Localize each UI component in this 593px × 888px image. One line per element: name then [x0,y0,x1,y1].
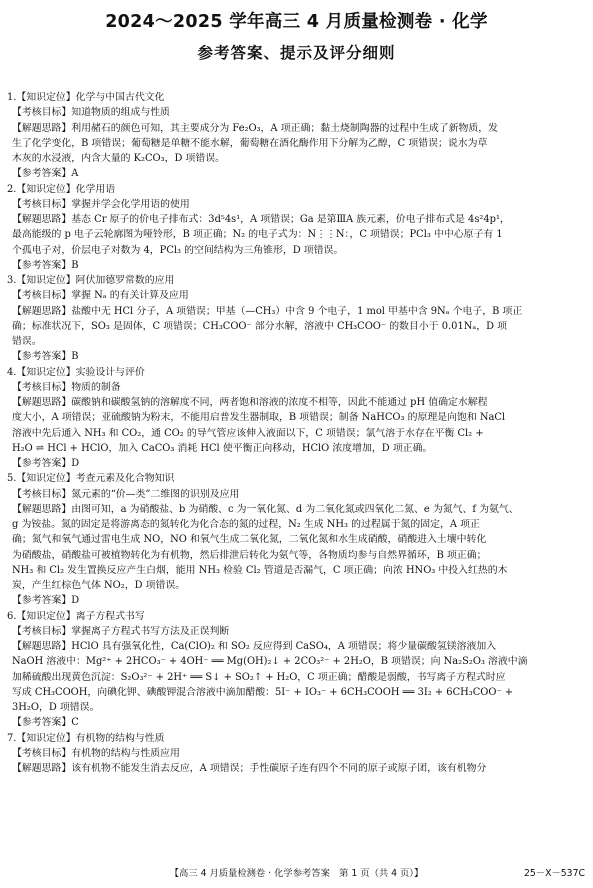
text-line: NH₃ 和 Cl₂ 发生置换反应产生白烟，能用 NH₃ 检验 Cl₂ 管道是否漏气，C 项正确；向浓 HNO₃ 中投入红热的木 [12,564,508,576]
page-footer [0,865,593,879]
text-line: 【解题思路】盐酸中无 HCl 分子，A 项错误；甲基（—CH₃）中含 9 个电子，1 mol 甲基中含 9Nₐ 个电子，B 项正 [12,305,523,317]
text-line: 最高能级的 p 电子云轮廓图为哑铃形，B 项正确；N₂ 的电子式为：N⋮⋮N：，C 项错误；PCl₃ 中中心原子有 1 [12,229,503,241]
text-line: 【解题思路】基态 Cr 原子的价电子排布式：3d⁵4s¹，A 项错误；Ga 是第ⅢA 族元素，价电子排布式是 4s²4p¹， [12,214,510,225]
text-line: 【参考答案】B [12,351,79,363]
text-line: 确；氮气和氧气通过雷电生成 NO，NO 和氧气生成二氧化氮，二氧化氮和水生成硝酸，硝酸进入土壤中转化 [12,534,487,546]
text-line: 7.【知识定位】有机物的结构与性质 [7,732,165,744]
text-line: 2.【知识定位】化学用语 [7,183,116,195]
answer-content [7,90,585,776]
text-line: 【考核目标】知道物质的组成与性质 [12,107,171,119]
text-line: 【参考答案】D [12,595,80,607]
text-line: 为硝酸盐，硝酸盐可被植物转化为有机物，然后排泄后转化为氨气等，各物质均参与自然界循环，B 项正确； [12,549,487,561]
text-line: 【参考答案】D [12,458,80,469]
text-line: 生了化学变化，B 项错误；葡萄糖是单糖不能水解，葡萄糖在酒化酶作用下分解为乙醇，C 项错误；说水为草 [12,137,488,149]
text-line: 【考核目标】掌握并学会化学用语的使用 [12,198,190,210]
text-line: 4.【知识定位】实验设计与评价 [7,366,145,378]
page-subtitle: 参考答案、提示及评分细则 [197,44,396,62]
text-line: 【解题思路】利用赭石的颜色可知，其主要成分为 Fe₂O₃，A 项正确；黏土烧制陶器的过程中生成了新物质，发 [12,122,498,134]
text-line: NaOH 溶液中：Mg²⁺ + 2HCO₃⁻ + 4OH⁻ ══ Mg(OH)₂↓ + 2CO₃²⁻ + 2H₂O，B 项错误；向 Na₂S₂O₃ 溶液中滴 [12,656,528,668]
text-line: 个孤电子对，价层电子对数为 4，PCl₃ 的空间结构为三角锥形，D 项错误。 [12,244,344,256]
text-line: 溶液中先后通入 NH₃ 和 CO₂，通 CO₂ 的导气管应该伸入液面以下，C 项错误；氯气溶于水存在平衡 Cl₂ + [12,427,484,439]
text-line: 6.【知识定位】离子方程式书写 [7,610,145,622]
text-line: g 为铵盐。氮的固定是将游离态的氮转化为化合态的氮的过程，N₂ 生成 NH₃ 的过程属于氮的固定，A 项正 [12,519,480,530]
text-line: 【解题思路】该有机物不能发生消去反应，A 项错误；手性碳原子连有四个不同的原子或原子团，该有机物分 [12,763,487,774]
text-line: 写成 CH₃COOH，向碘化钾、碘酸钾混合溶液中滴加醋酸：5I⁻ + IO₃⁻ + 6CH₃COOH ══ 3I₂ + 6CH₃COO⁻ + [12,686,514,698]
text-line: 【解题思路】由图可知，a 为硝酸盐、b 为硝酸、c 为一氧化氮、d 为二氧化氮或四氧化二氮、e 为氮气、f 为氨气、 [12,503,519,515]
text-line: 3.【知识定位】阿伏加德罗常数的应用 [7,275,175,286]
text-line: 【考核目标】掌握离子方程式书写方法及正误判断 [12,625,230,637]
text-line: 确；标准状况下，SO₃ 是固体，C 项错误；CH₃COO⁻ 部分水解，溶液中 CH₃COO⁻ 的数目小于 0.01Nₐ，D 项 [12,320,508,332]
text-line: 5.【知识定位】考查元素及化合物知识 [7,473,175,485]
text-line: 【考核目标】有机物的结构与性质应用 [12,747,180,759]
text-line: 错误。 [12,336,42,347]
text-line: 1.【知识定位】化学与中国古代文化 [7,92,165,103]
footer-page-info: 【高三 4 月质量检测卷 · 化学参考答案 第 1 页（共 4 页）】 [169,868,424,879]
text-line: 加稀硫酸出现黄色沉淀：S₂O₃²⁻ + 2H⁺ ══ S↓ + SO₂↑ + H₂O，C 项正确；醋酸是弱酸，书写离子方程式时应 [12,671,506,683]
text-line: 度大小，A 项错误；亚硫酸钠为粉末，不能用启普发生器制取，B 项错误；制备 NaHCO₃ 的原理是向饱和 NaCl [12,412,506,424]
page-title: 2024～2025 学年高三 4 月质量检测卷 · 化学 [105,12,488,32]
footer-doc-code: 25－X－537C [523,868,585,879]
text-line: 【解题思路】碳酸钠和碳酸氢钠的溶解度不同，两者饱和溶液的浓度不相等，因此不能通过 pH 值确定水解程 [12,397,488,408]
text-line: 【考核目标】掌握 Nₐ 的有关计算及应用 [12,290,189,302]
text-line: 【参考答案】A [12,168,79,180]
text-line: H₂O ⇌ HCl + HClO，加入 CaCO₃ 消耗 HCl 使平衡正向移动，HClO 浓度增加，D 项正确。 [12,442,433,454]
text-line: 木灰的水浸液，内含大量的 K₂CO₃，D 项错误。 [12,153,226,164]
text-line: 炭，产生红棕色气体 NO₂，D 项错误。 [12,580,186,591]
text-line: 3H₂O，D 项错误。 [12,702,100,713]
text-line: 【参考答案】C [12,717,79,729]
text-line: 【参考答案】B [12,259,79,271]
text-line: 【解题思路】HClO 具有强氧化性，Ca(ClO)₂ 和 SO₂ 反应得到 CaSO₄，A 项错误；将少量碳酸氢镁溶液加入 [12,641,497,652]
text-line: 【考核目标】物质的制备 [12,381,121,393]
text-line: 【考核目标】氮元素的“价—类”二维图的识别及应用 [12,488,240,500]
